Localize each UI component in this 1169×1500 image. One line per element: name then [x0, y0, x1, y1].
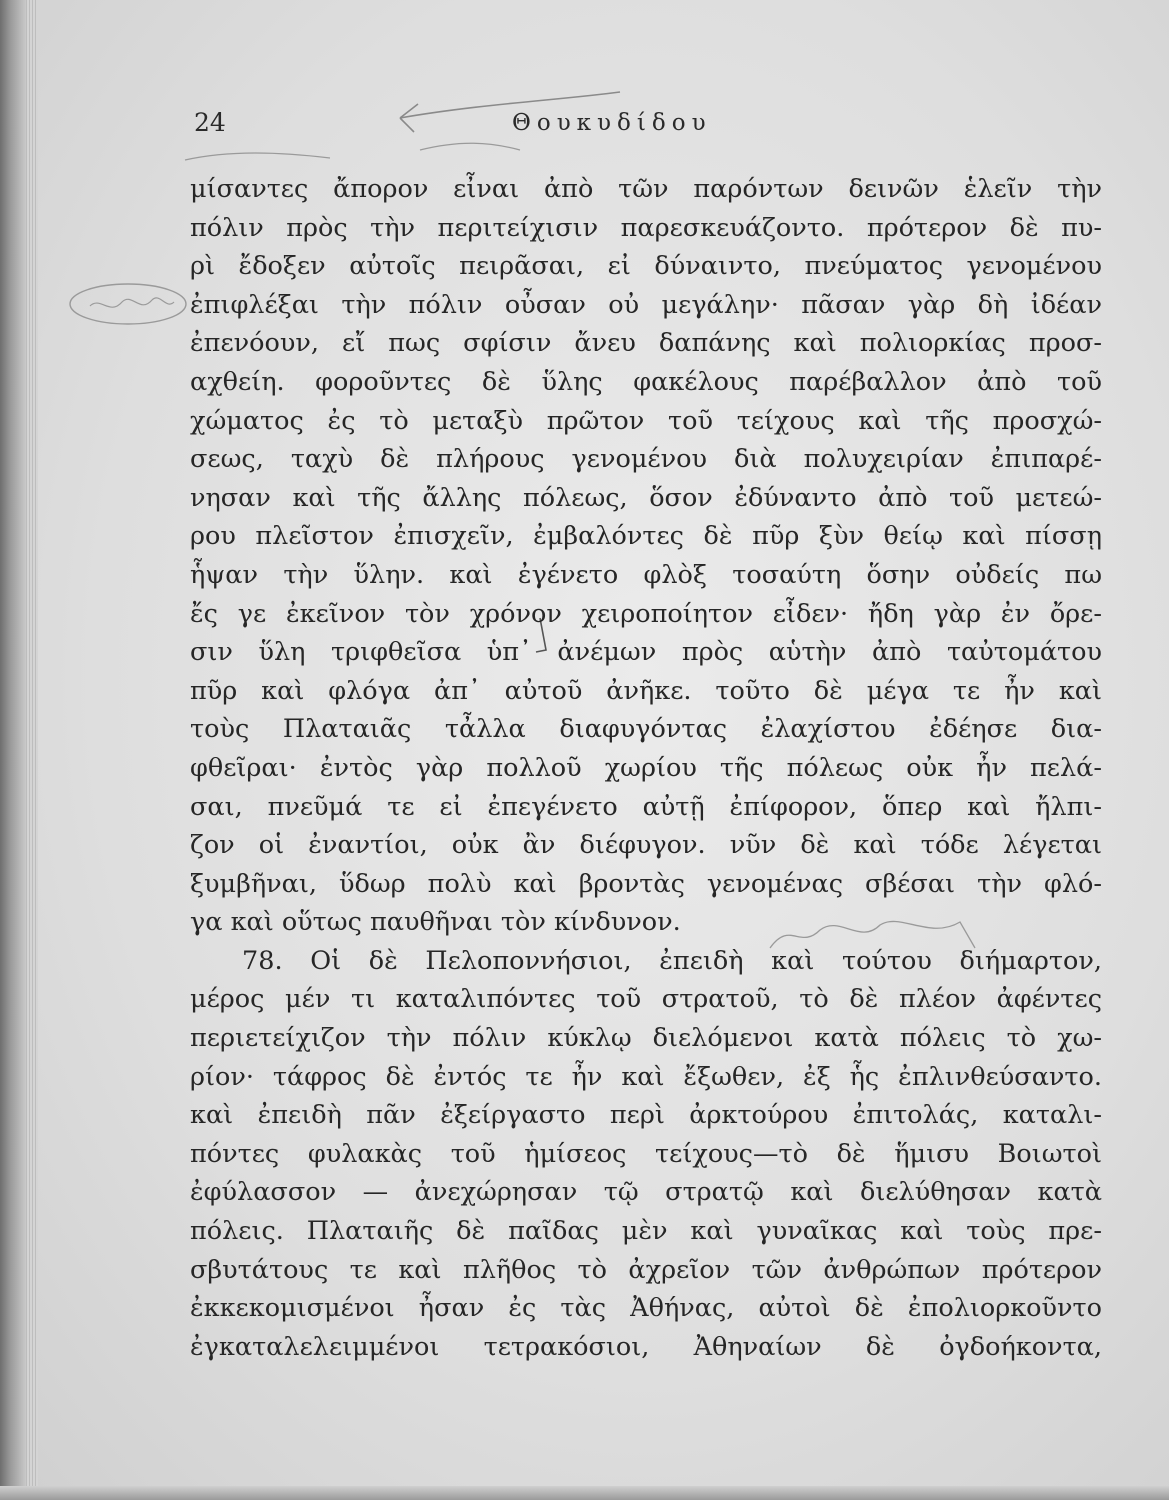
chapter-78-first-line: 78. Οἱ δὲ Πελοποννήσιοι, ἐπειδὴ καὶ τούτου διήμαρτον,: [242, 945, 1102, 976]
page-number: 24: [194, 108, 226, 137]
text-line: νησαν καὶ τῆς ἄλλης πόλεως, ὅσον ἐδύναντο ἀπὸ τοῦ μετεώ-: [190, 482, 1102, 513]
text-line: ξυμβῆναι, ὕδωρ πολὺ καὶ βροντὰς γενομένας σβέσαι τὴν φλό-: [190, 868, 1102, 899]
running-header: [0, 108, 1169, 148]
text-line: ρὶ ἔδοξεν αὐτοῖς πειρᾶσαι, εἰ δύναιντο, πνεύματος γενομένου: [190, 251, 1102, 282]
body-text: [190, 170, 1102, 1366]
page-bottom-edge: [0, 1486, 1169, 1500]
text-line: ἧψαν τὴν ὕλην. καὶ ἐγένετο φλὸξ τοσαύτη ὅσην οὐδείς πω: [190, 559, 1102, 590]
text-line: σβυτάτους τε καὶ πλῆθος τὸ ἀχρεῖον τῶν ἀνθρώπων πρότερον: [190, 1254, 1102, 1285]
text-line: πῦρ καὶ φλόγα ἀπ᾽ αὐτοῦ ἀνῆκε. τοῦτο δὲ μέγα τε ἦν καὶ: [190, 675, 1102, 706]
text-line: χώματος ἐς τὸ μεταξὺ πρῶτον τοῦ τείχους καὶ τῆς προσχώ-: [190, 405, 1102, 436]
text-line: σαι, πνεῦμά τε εἰ ἐπεγένετο αὐτῇ ἐπίφορον, ὅπερ καὶ ἤλπι-: [190, 791, 1102, 822]
text-line: πόλεις. Πλαταιῆς δὲ παῖδας μὲν καὶ γυναῖκας καὶ τοὺς πρε-: [190, 1216, 1102, 1247]
text-line: μέρος μέν τι καταλιπόντες τοῦ στρατοῦ, τὸ δὲ πλέον ἀφέντες: [190, 984, 1102, 1015]
running-title: Θουκυδίδου: [512, 110, 712, 136]
text-line: γα καὶ οὕτως παυθῆναι τὸν κίνδυνον.: [190, 907, 681, 938]
text-line: αχθείη. φοροῦντες δὲ ὕλης φακέλους παρέβαλλον ἀπὸ τοῦ: [190, 366, 1102, 397]
text-line: ρου πλεῖστον ἐπισχεῖν, ἐμβαλόντες δὲ πῦρ ξὺν θείῳ καὶ πίσσῃ: [190, 521, 1102, 552]
text-line: φθεῖραι· ἐντὸς γὰρ πολλοῦ χωρίου τῆς πόλεως οὐκ ἦν πελά-: [190, 752, 1102, 783]
book-spine-shadow: [0, 0, 26, 1500]
text-line: περιετείχιζον τὴν πόλιν κύκλῳ διελόμενοι κατὰ πόλεις τὸ χω-: [190, 1023, 1102, 1054]
pencil-margin-word: [90, 298, 174, 307]
text-line: σιν ὕλη τριφθεῖσα ὑπ᾽ ἀνέμων πρὸς αὑτὴν ἀπὸ ταὐτομάτου: [190, 637, 1102, 668]
text-line: ἐπενόουν, εἴ πως σφίσιν ἄνευ δαπάνης καὶ πολιορκίας προσ-: [190, 328, 1102, 359]
pencil-margin-oval: [70, 284, 186, 324]
text-line: σεως, ταχὺ δὲ πλήρους γενομένου διὰ πολυχειρίαν ἐπιπαρέ-: [190, 444, 1102, 475]
text-line: πόλιν πρὸς τὴν περιτείχισιν παρεσκευάζοντο. πρότερον δὲ πυ-: [190, 212, 1102, 243]
text-line: ἐφύλασσον — ἀνεχώρησαν τῷ στρατῷ καὶ διελύθησαν κατὰ: [190, 1177, 1102, 1208]
text-line: μίσαντες ἄπορον εἶναι ἀπὸ τῶν παρόντων δεινῶν ἑλεῖν τὴν: [190, 174, 1102, 204]
text-line: ἐπιφλέξαι τὴν πόλιν οὖσαν οὐ μεγάλην· πᾶσαν γὰρ δὴ ἰδέαν: [190, 289, 1102, 320]
page-edges: [26, 0, 38, 1500]
text-line: ζον οἱ ἐναντίοι, οὐκ ἂν διέφυγον. νῦν δὲ καὶ τόδε λέγεται: [190, 830, 1102, 861]
text-line: τοὺς Πλαταιᾶς τἆλλα διαφυγόντας ἐλαχίστου ἐδέησε δια-: [190, 714, 1102, 745]
text-line: ἔς γε ἐκεῖνον τὸν χρόνον χειροποίητον εἶδεν· ἤδη γὰρ ἐν ὄρε-: [190, 598, 1102, 629]
text-line: ἐκκεκομισμένοι ἦσαν ἐς τὰς Ἀθήνας, αὐτοὶ δὲ ἐπολιορκοῦντο: [190, 1293, 1102, 1324]
text-line: ρίον· τάφρος δὲ ἐντός τε ἦν καὶ ἔξωθεν, ἐξ ἧς ἐπλινθεύσαντο.: [190, 1061, 1102, 1092]
text-line: πόντες φυλακὰς τοῦ ἡμίσεος τείχους—τὸ δὲ ἥμισυ Βοιωτοὶ: [190, 1138, 1102, 1169]
text-line: ἐγκαταλελειμμένοι τετρακόσιοι, Ἀθηναίων δὲ ὀγδοήκοντα,: [190, 1331, 1102, 1362]
text-line: καὶ ἐπειδὴ πᾶν ἐξείργαστο περὶ ἀρκτούρου ἐπιτολάς, καταλι-: [190, 1100, 1102, 1131]
